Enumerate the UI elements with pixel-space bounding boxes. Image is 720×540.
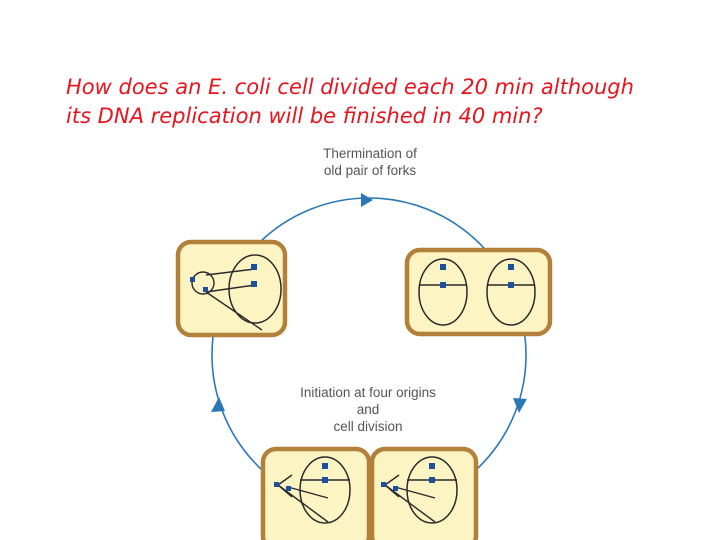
replication-fork-icon — [440, 264, 446, 270]
termination-label — [290, 145, 450, 179]
replication-fork-icon — [251, 264, 257, 270]
replication-fork-icon — [203, 287, 208, 292]
cell-icon — [178, 242, 285, 335]
replication-fork-icon — [508, 264, 514, 270]
termination-label-line-1: Thermination of — [323, 146, 417, 161]
replication-fork-icon — [429, 477, 435, 483]
replication-fork-icon — [251, 281, 257, 287]
initiation-label-line-2: and — [356, 402, 380, 417]
replication-fork-icon — [381, 482, 386, 487]
cycle-arrow-icon — [211, 397, 225, 412]
replication-fork-icon — [508, 282, 514, 288]
replication-fork-icon — [274, 482, 279, 487]
cell-icon — [407, 250, 550, 334]
cell-icon — [263, 449, 369, 540]
replication-fork-icon — [429, 463, 435, 469]
replication-fork-icon — [322, 463, 328, 469]
question-line-2: its DNA replication will be finished in 40 min? — [66, 104, 543, 128]
replication-fork-icon — [322, 477, 328, 483]
initiation-label — [268, 384, 468, 435]
cycle-arrow-icon — [361, 193, 373, 207]
replication-fork-icon — [286, 486, 291, 491]
initiation-label-line-1: Initiation at four origins — [300, 385, 436, 400]
cell-icon — [372, 449, 476, 540]
question-line-1: How does an E. coli cell divided each 20 min although — [66, 75, 634, 99]
replication-fork-icon — [393, 486, 398, 491]
replication-fork-icon — [440, 282, 446, 288]
initiation-label-line-3: cell division — [333, 419, 403, 434]
termination-label-line-2: old pair of forks — [323, 163, 417, 178]
replication-fork-icon — [190, 277, 195, 282]
